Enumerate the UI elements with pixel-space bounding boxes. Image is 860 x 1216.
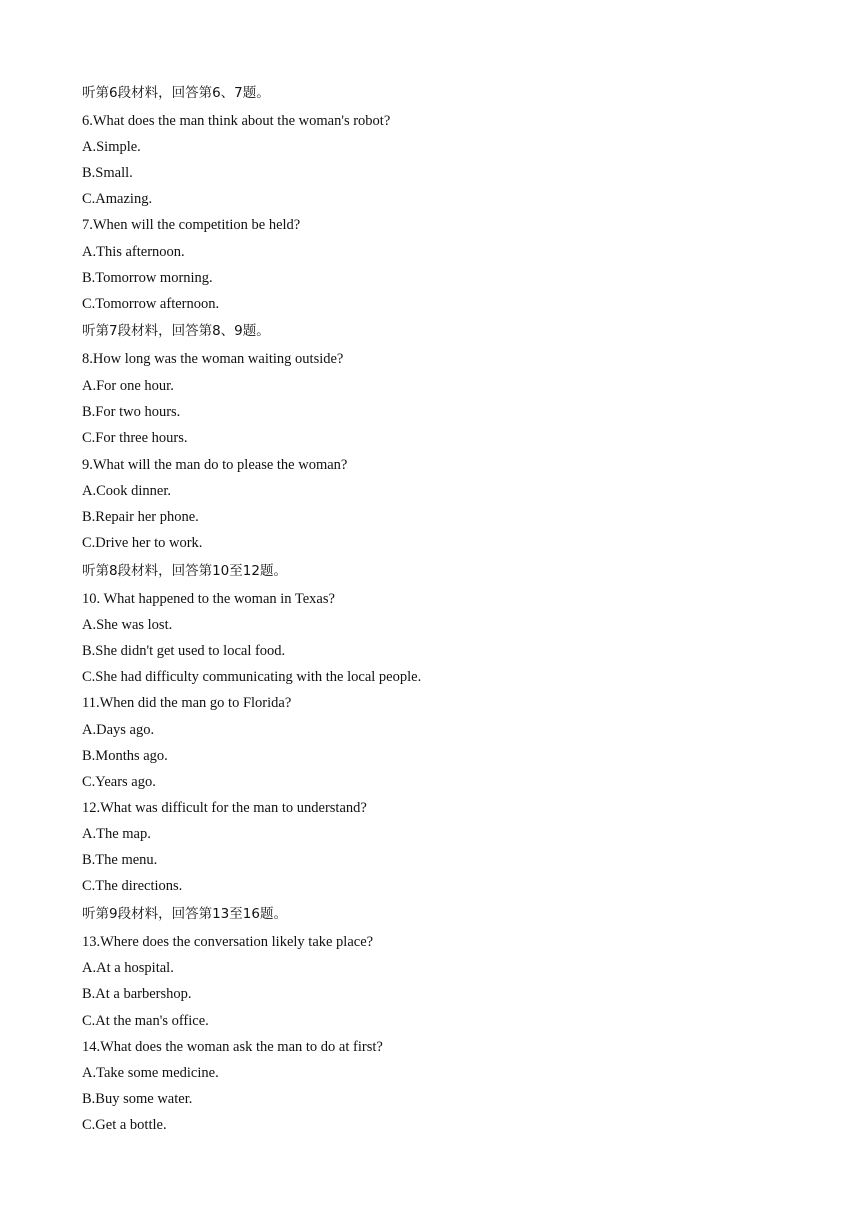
question-text: 7.When will the competition be held?: [82, 217, 301, 233]
answer-option: A.At a hospital.: [82, 960, 174, 976]
answer-option: B.She didn't get used to local food.: [82, 643, 286, 659]
answer-option: A.Take some medicine.: [82, 1065, 219, 1081]
question-text: 9.What will the man do to please the woman?: [82, 457, 348, 473]
question-text: 13.Where does the conversation likely take place?: [82, 934, 374, 950]
answer-option: C.Drive her to work.: [82, 535, 203, 551]
answer-option: A.Cook dinner.: [82, 483, 172, 499]
answer-option: C.She had difficulty communicating with the local people.: [82, 669, 422, 685]
answer-option: A.Simple.: [82, 139, 141, 155]
answer-option: C.Years ago.: [82, 774, 156, 790]
answer-option: C.Tomorrow afternoon.: [82, 296, 220, 312]
section-heading: 听第7段材料，回答第8、9题。: [82, 323, 270, 339]
answer-option: A.She was lost.: [82, 617, 173, 633]
section-heading: 听第6段材料，回答第6、7题。: [82, 85, 270, 101]
answer-option: A.For one hour.: [82, 378, 174, 394]
answer-option: C.For three hours.: [82, 430, 188, 446]
question-text: 14.What does the woman ask the man to do at first?: [82, 1039, 383, 1055]
answer-option: C.The directions.: [82, 878, 183, 894]
answer-option: B.Buy some water.: [82, 1091, 193, 1107]
answer-option: B.The menu.: [82, 852, 158, 868]
answer-option: A.The map.: [82, 826, 151, 842]
answer-option: C.At the man's office.: [82, 1013, 209, 1029]
answer-option: B.Tomorrow morning.: [82, 270, 213, 286]
answer-option: A.Days ago.: [82, 722, 155, 738]
answer-option: B.Small.: [82, 165, 133, 181]
answer-option: C.Amazing.: [82, 191, 153, 207]
answer-option: B.At a barbershop.: [82, 986, 192, 1002]
question-text: 6.What does the man think about the woman's robot?: [82, 113, 391, 129]
answer-option: B.For two hours.: [82, 404, 181, 420]
section-heading: 听第9段材料，回答第13至16题。: [82, 906, 287, 922]
question-text: 12.What was difficult for the man to understand?: [82, 800, 367, 816]
section-heading: 听第8段材料，回答第10至12题。: [82, 563, 287, 579]
answer-option: C.Get a bottle.: [82, 1117, 167, 1133]
answer-option: B.Repair her phone.: [82, 509, 199, 525]
question-text: 11.When did the man go to Florida?: [82, 695, 292, 711]
answer-option: A.This afternoon.: [82, 244, 185, 260]
answer-option: B.Months ago.: [82, 748, 168, 764]
question-text: 10. What happened to the woman in Texas?: [82, 591, 335, 607]
question-text: 8.How long was the woman waiting outside?: [82, 351, 344, 367]
